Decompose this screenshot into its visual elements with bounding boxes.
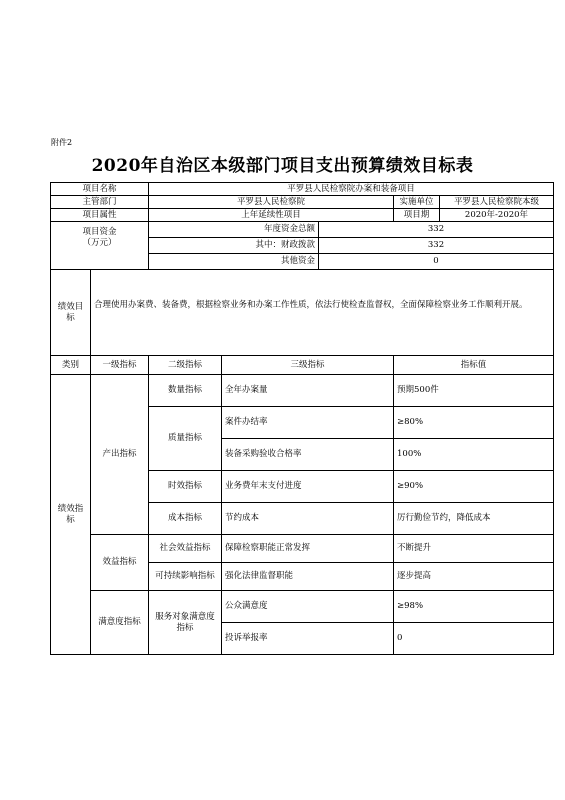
annual-total-label: 年度资金总额: [149, 222, 319, 238]
impl-label: 实施单位: [394, 196, 440, 209]
output-indicators: 产出指标: [91, 375, 149, 535]
header-level3: 三级指标: [222, 356, 394, 375]
quality-value-2: 100%: [394, 439, 554, 471]
quantity-value: 预期500件: [394, 375, 554, 407]
timeliness-value: ≥90%: [394, 471, 554, 503]
service-value-2: 0: [394, 623, 554, 655]
funds-label-line2: （万元）: [82, 237, 117, 248]
service-item-2: 投诉举报率: [222, 623, 394, 655]
period-value: 2020年-2020年: [440, 209, 554, 222]
header-level1: 一级指标: [91, 356, 149, 375]
header-category: 类别: [51, 356, 91, 375]
sustain-indicator: 可持续影响指标: [149, 563, 222, 591]
dept-label: 主管部门: [51, 196, 149, 209]
goal-text: 合理使用办案费、装备费，根据检察业务和办案工作性质，依法行使检查监督权，全面保障检察业务工作顺利开展。: [91, 270, 554, 356]
social-indicator: 社会效益指标: [149, 535, 222, 563]
project-name-value: 平罗县人民检察院办案和装备项目: [149, 183, 554, 196]
page-title: 2020年自治区本级部门项目支出预算绩效目标表: [91, 156, 474, 176]
project-name-label: 项目名称: [51, 183, 149, 196]
performance-target-table: [50, 182, 554, 655]
attachment-label: 附件2: [51, 138, 73, 147]
timeliness-item: 业务费年末支付进度: [222, 471, 394, 503]
impl-value: 平罗县人民检察院本级: [440, 196, 554, 209]
quality-item-2: 装备采购验收合格率: [222, 439, 394, 471]
cost-item: 节约成本: [222, 503, 394, 535]
funds-label-line1: 项目资金: [82, 227, 117, 237]
quality-value-1: ≥80%: [394, 407, 554, 439]
attr-value: 上年延续性项目: [149, 209, 394, 222]
annual-total-value: 332: [319, 222, 554, 238]
service-item-1: 公众满意度: [222, 591, 394, 623]
timeliness-indicator: 时效指标: [149, 471, 222, 503]
cost-value: 厉行勤俭节约，降低成本: [394, 503, 554, 535]
period-label: 项目期: [394, 209, 440, 222]
service-value-1: ≥98%: [394, 591, 554, 623]
other-funds-value: 0: [319, 254, 554, 270]
sustain-value: 逐步提高: [394, 563, 554, 591]
cost-indicator: 成本指标: [149, 503, 222, 535]
funds-label: [51, 222, 149, 270]
social-value: 不断提升: [394, 535, 554, 563]
category-performance: 绩效指标: [51, 375, 91, 655]
quantity-item: 全年办案量: [222, 375, 394, 407]
service-satisfaction-indicator: 服务对象满意度指标: [149, 591, 222, 655]
social-item: 保障检察职能正常发挥: [222, 535, 394, 563]
other-funds-label: 其他资金: [149, 254, 319, 270]
dept-value: 平罗县人民检察院: [149, 196, 394, 209]
quality-indicator: 质量指标: [149, 407, 222, 471]
header-level2: 二级指标: [149, 356, 222, 375]
benefit-indicators: 效益指标: [91, 535, 149, 591]
goal-label: 绩效目标: [51, 270, 91, 356]
attr-label: 项目属性: [51, 209, 149, 222]
sustain-item: 强化法律监督职能: [222, 563, 394, 591]
quantity-indicator: 数量指标: [149, 375, 222, 407]
quality-item-1: 案件办结率: [222, 407, 394, 439]
fiscal-value: 332: [319, 238, 554, 254]
header-value: 指标值: [394, 356, 554, 375]
satisfaction-indicators: 满意度指标: [91, 591, 149, 655]
fiscal-label: 其中：财政拨款: [149, 238, 319, 254]
